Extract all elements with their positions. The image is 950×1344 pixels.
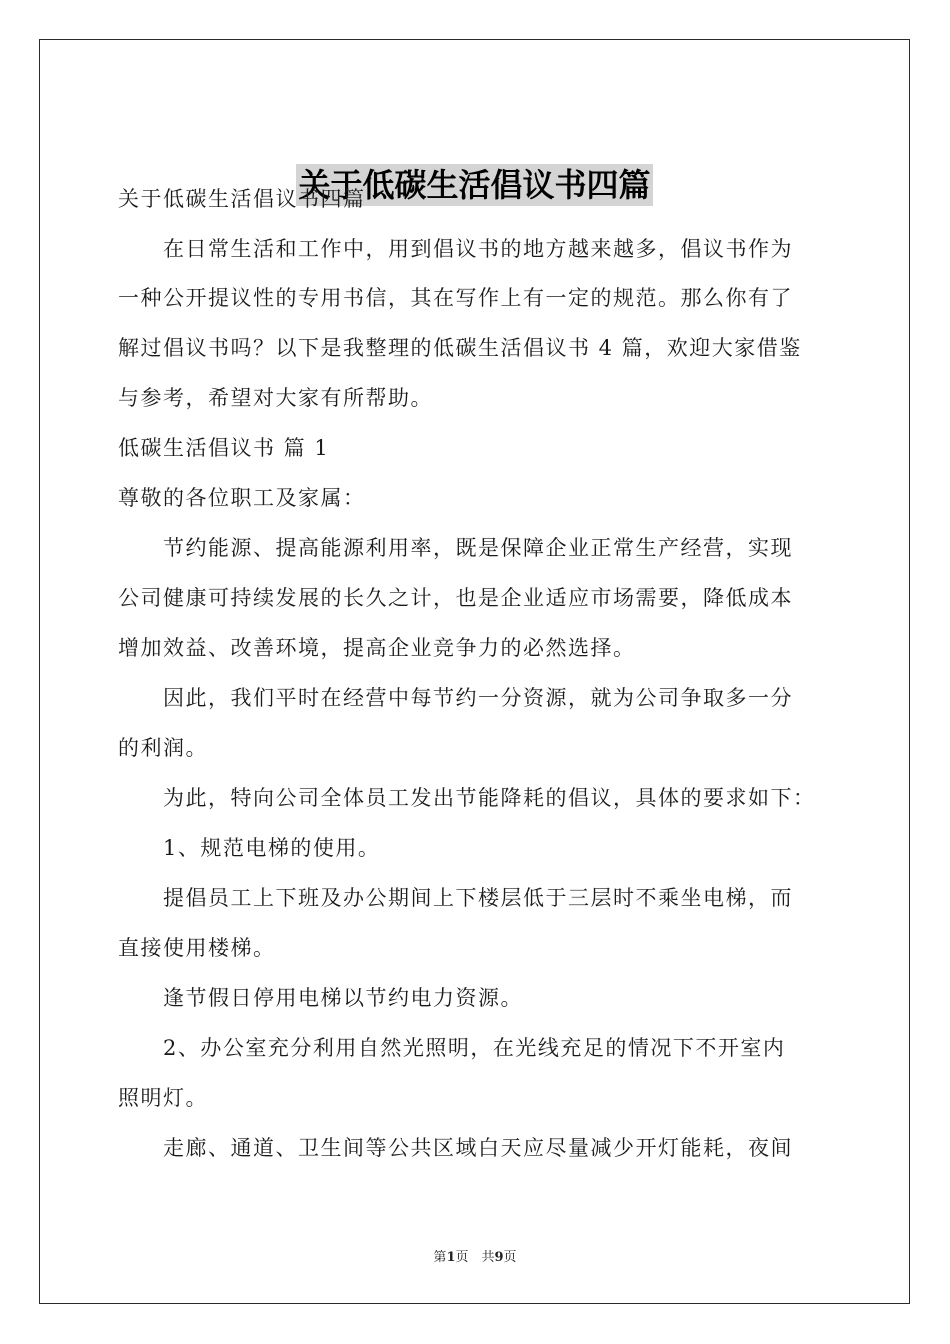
body-line: 在日常生活和工作中，用到倡议书的地方越来越多，倡议书作为 <box>118 237 793 261</box>
body-line: 的利润。 <box>118 736 208 760</box>
body-line: 与参考，希望对大家有所帮助。 <box>118 386 433 410</box>
body-line: 提倡员工上下班及办公期间上下楼层低于三层时不乘坐电梯，而 <box>118 886 793 910</box>
body-line: 节约能源、提高能源利用率，既是保障企业正常生产经营，实现 <box>118 536 793 560</box>
list-item: 1、规范电梯的使用。 <box>118 836 381 860</box>
body-line: 公司健康可持续发展的长久之计，也是企业适应市场需要，降低成本 <box>118 586 793 610</box>
body-line: 为此，特向公司全体员工发出节能降耗的倡议，具体的要求如下： <box>118 786 816 810</box>
body-line: 走廊、通道、卫生间等公共区域白天应尽量减少开灯能耗，夜间 <box>118 1136 793 1160</box>
page-footer <box>0 1246 950 1265</box>
footer-suffix: 页 <box>503 1250 517 1265</box>
body-line: 一种公开提议性的专用书信，其在写作上有一定的规范。那么你有了 <box>118 286 793 310</box>
body-line: 逢节假日停用电梯以节约电力资源。 <box>118 986 523 1010</box>
list-item: 2、办公室充分利用自然光照明，在光线充足的情况下不开室内 <box>118 1036 786 1060</box>
footer-prefix: 第 <box>433 1250 447 1265</box>
body-line: 关于低碳生活倡议书四篇 <box>118 187 366 211</box>
footer-mid: 页 共 <box>455 1250 495 1265</box>
body-line: 直接使用楼梯。 <box>118 936 276 960</box>
footer-current-page: 1 <box>446 1250 456 1265</box>
section-heading: 低碳生活倡议书 篇 1 <box>118 436 330 460</box>
salutation: 尊敬的各位职工及家属： <box>118 486 366 510</box>
body-line: 照明灯。 <box>118 1086 208 1110</box>
document-page <box>39 39 910 1304</box>
footer-total-pages: 9 <box>494 1250 504 1265</box>
document-title: 关于低碳生活倡议书四篇 <box>298 166 651 204</box>
body-line: 解过倡议书吗？以下是我整理的低碳生活倡议书 4 篇，欢迎大家借鉴 <box>118 336 802 360</box>
body-line: 因此，我们平时在经营中每节约一分资源，就为公司争取多一分 <box>118 686 793 710</box>
body-line: 增加效益、改善环境，提高企业竞争力的必然选择。 <box>118 636 636 660</box>
